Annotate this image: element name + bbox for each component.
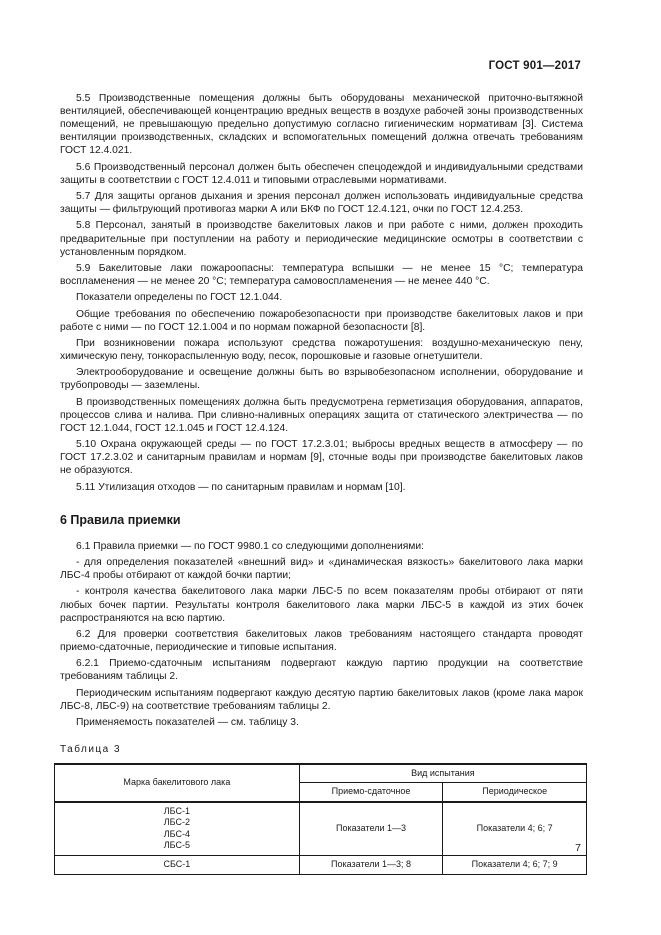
table-header-brand: Марка бакелитового лака	[55, 764, 300, 802]
document-body	[60, 92, 583, 875]
table-header-test-type: Вид испытания	[299, 764, 586, 782]
page-number: 7	[575, 842, 581, 854]
paragraph-5-8: 5.8 Персонал, занятый в производстве бакелитовых лаков и при работе с ними, должен проходить предварительные при поступлении на работу и периодические медицинские осмотры в соответствии с установленным порядком.	[60, 220, 583, 258]
table-header-periodic: Периодическое	[443, 782, 587, 802]
table-row	[55, 802, 587, 855]
table-cell-acceptance: Показатели 1—3; 8	[299, 855, 443, 874]
paragraph-6-1-item-a: - для определения показателей «внешний вид» и «динамическая вязкость» бакелитового лака марки ЛБС-4 пробы отбирают от каждой бочки партии;	[60, 557, 583, 582]
standard-header: ГОСТ 901—2017	[488, 60, 581, 72]
paragraph-6-2: 6.2 Для проверки соответствия бакелитовых лаков требованиям настоящего стандарта проводят приемо-сдаточные, периодические и типовые испытания.	[60, 628, 583, 653]
table-cell-brand: СБС-1	[55, 855, 300, 874]
table-cell-periodic: Показатели 4; 6; 7	[443, 802, 587, 855]
brand-lbs-5: ЛБС-5	[163, 840, 190, 851]
section-6-title: 6 Правила приемки	[60, 512, 181, 527]
paragraph-5-9-sealing: В производственных помещениях должна быть предусмотрена герметизация оборудования, аппаратов, процессов слива и налива. При сливно-наливных операциях защита от статического электричества — по ГОСТ 12.1.044, ГОСТ 12.1.045 и ГОСТ 12.4.124.	[60, 396, 583, 434]
table-header-acceptance: Приемо-сдаточное	[299, 782, 443, 802]
paragraph-5-7: 5.7 Для защиты органов дыхания и зрения персонал должен использовать индивидуальные средства защиты — фильтрующий противогаз марки А или БКФ по ГОСТ 12.4.121, очки по ГОСТ 12.4.253.	[60, 191, 583, 216]
table-3-caption: Таблица 3	[60, 744, 122, 756]
paragraph-5-9-extinguishing: При возникновении пожара используют средства пожаротушения: воздушно-механическую пену, химическую пену, тонкораспыленную воду, песок, порошковые и газовые огнетушители.	[60, 337, 583, 362]
paragraph-6-1-item-b: - контроля качества бакелитового лака марки ЛБС-5 по всем показателям пробы отбирают от пяти любых бочек партии. Результаты контроля бакелитового лака марки ЛБС-5 в каждой из этих бочек распространяются на всю партию.	[60, 586, 583, 624]
paragraph-6-2-1-applicability: Применяемость показателей — см. таблицу 3.	[76, 717, 299, 729]
table-cell-acceptance: Показатели 1—3	[299, 802, 443, 855]
table-3	[54, 763, 587, 875]
paragraph-6-2-1: 6.2.1 Приемо-сдаточным испытаниям подвергают каждую партию продукции на соответствие требованиям таблицы 2.	[60, 658, 583, 683]
brand-lbs-2: ЛБС-2	[163, 817, 190, 828]
table-cell-periodic: Показатели 4; 6; 7; 9	[443, 855, 587, 874]
table-cell-brands	[55, 802, 300, 855]
paragraph-5-9-fire-safety: Общие требования по обеспечению пожаробезопасности при производстве бакелитовых лаков и при работе с ними — по ГОСТ 12.1.004 и по нормам пожарной безопасности [8].	[60, 308, 583, 333]
paragraph-6-1: 6.1 Правила приемки — по ГОСТ 9980.1 со следующими дополнениями:	[76, 540, 424, 552]
brand-lbs-4: ЛБС-4	[163, 828, 190, 839]
paragraph-5-9-indicators: Показатели определены по ГОСТ 12.1.044.	[76, 292, 283, 304]
paragraph-6-2-1-periodic: Периодическим испытаниям подвергают каждую десятую партию бакелитовых лаков (кроме лака марок ЛБС-8, ЛБС-9) на соответствие требованиям таблицы 2.	[60, 687, 583, 712]
paragraph-5-9-electrical: Электрооборудование и освещение должны быть во взрывобезопасном исполнении, оборудование и трубопроводы — заземлены.	[60, 367, 583, 392]
paragraph-5-5: 5.5 Производственные помещения должны быть оборудованы механической приточно-вытяжной вентиляцией, обеспечивающей концентрацию вредных веществ в воздухе рабочей зоны производственных помещений, не превышающую предельно допустимую согласно гигиеническим нормативам [3]. Система вентиляции производственных, складских и вспомогательных помещений должна отвечать требованиям ГОСТ 12.4.021.	[60, 93, 583, 157]
table-row	[55, 855, 587, 874]
paragraph-5-6: 5.6 Производственный персонал должен быть обеспечен спецодеждой и индивидуальными средствами защиты в соответствии с ГОСТ 12.4.011 и типовыми отраслевыми нормативами.	[60, 161, 583, 186]
paragraph-5-11: 5.11 Утилизация отходов — по санитарным правилам и нормам [10].	[76, 481, 406, 493]
brand-lbs-1: ЛБС-1	[163, 805, 190, 816]
paragraph-5-10: 5.10 Охрана окружающей среды — по ГОСТ 17.2.3.01; выбросы вредных веществ в атмосферу — по ГОСТ 17.2.3.02 и санитарным правилам и нормам [9], сточные воды при производстве бакелитовых лаков не образуются.	[60, 439, 583, 477]
paragraph-5-9: 5.9 Бакелитовые лаки пожароопасны: температура вспышки — не менее 15 °С; температура воспламенения — не менее 20 °С; температура самовоспламенения — не менее 440 °С.	[60, 262, 583, 287]
